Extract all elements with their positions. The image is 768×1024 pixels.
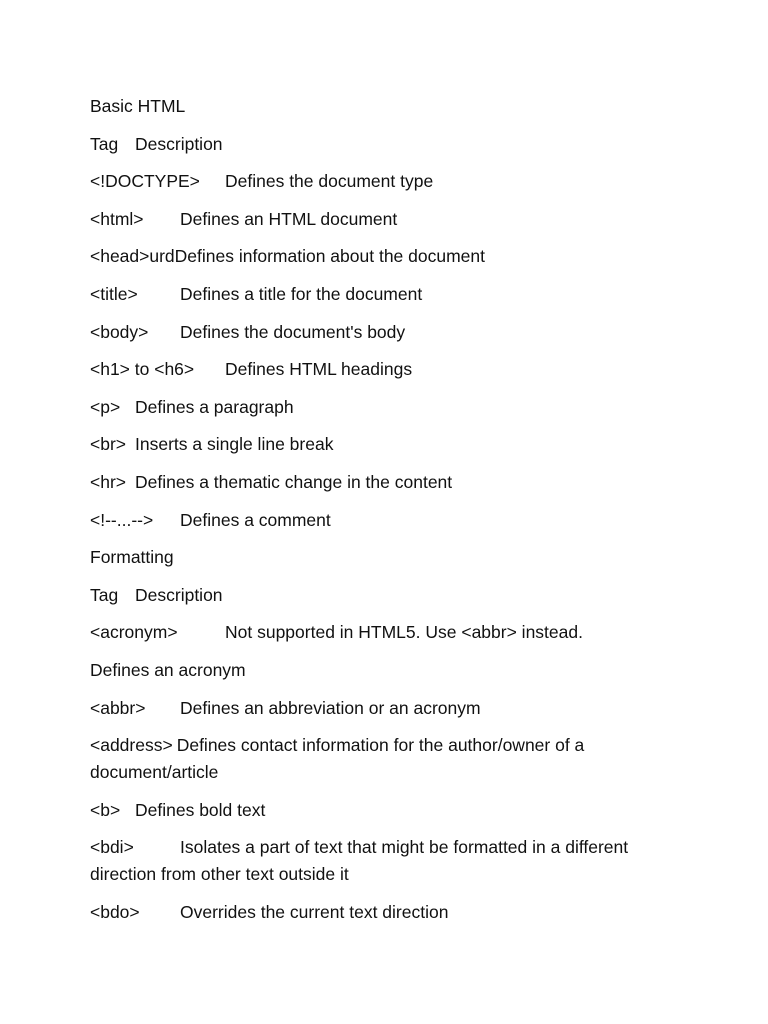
table-row [90,394,690,421]
table-row [90,619,690,646]
header-tag: Tag [90,133,119,154]
row-desc: Defines a title for the document [180,283,423,304]
row-desc: Not supported in HTML5. Use <abbr> instead. [225,622,583,643]
table-row [90,356,690,383]
row-desc: Defines an HTML document [180,208,398,229]
row-desc: Defines HTML headings [225,359,413,380]
row-desc: Defines a thematic change in the content [135,471,453,492]
header-desc: Description [135,584,223,605]
row-tag: <abbr> [90,697,146,718]
row-desc: Defines an acronym [90,659,246,680]
header-desc: Description [135,133,223,154]
row-desc: Defines a comment [180,509,331,530]
table-row [90,834,690,888]
row-tag: <!--...--> [90,509,154,530]
table-header-basic [90,131,690,158]
row-desc: Isolates a part of text that might be formatted in a different direction from other text outside it [90,837,629,885]
row-tag: <html> [90,208,144,229]
row-desc: Inserts a single line break [135,434,334,455]
table-row [90,168,690,195]
row-desc: Defines the document's body [180,321,406,342]
table-row [90,695,690,722]
table-row [90,732,690,786]
row-desc: Defines bold text [135,799,266,820]
row-desc: Defines a paragraph [135,396,294,417]
row-tag: <p> [90,396,121,417]
row-desc: Defines an abbreviation or an acronym [180,697,481,718]
row-tag: <!DOCTYPE> [90,171,200,192]
row-tag: <title> [90,283,138,304]
row-tag: <address> [90,735,173,756]
row-desc: Defines the document type [225,171,434,192]
table-row [90,319,690,346]
row-tag: <bdo> [90,901,140,922]
row-tag: <acronym> [90,622,178,643]
section-title-formatting: Formatting [90,547,174,568]
row-tag: <b> [90,799,121,820]
table-row [90,431,690,458]
table-row [90,469,690,496]
row-desc: Defines information about the document [174,246,485,267]
table-row [90,243,690,270]
row-tag: <br> [90,434,126,455]
row-tag: <bdi> [90,837,134,858]
table-row [90,797,690,824]
header-tag: Tag [90,584,119,605]
row-desc: Overrides the current text direction [180,901,449,922]
table-header-formatting [90,582,690,609]
row-desc: Defines contact information for the author/owner of a document/article [90,735,585,783]
row-tag: <body> [90,321,149,342]
table-row [90,507,690,534]
row-tag: <h1> to <h6> [90,359,195,380]
table-row [90,281,690,308]
row-tag: <head>urd [90,246,175,267]
table-row [90,206,690,233]
section-title-basic: Basic HTML [90,96,186,116]
table-row [90,657,690,684]
row-tag: <hr> [90,471,126,492]
table-row [90,899,690,926]
document-content [90,93,690,936]
